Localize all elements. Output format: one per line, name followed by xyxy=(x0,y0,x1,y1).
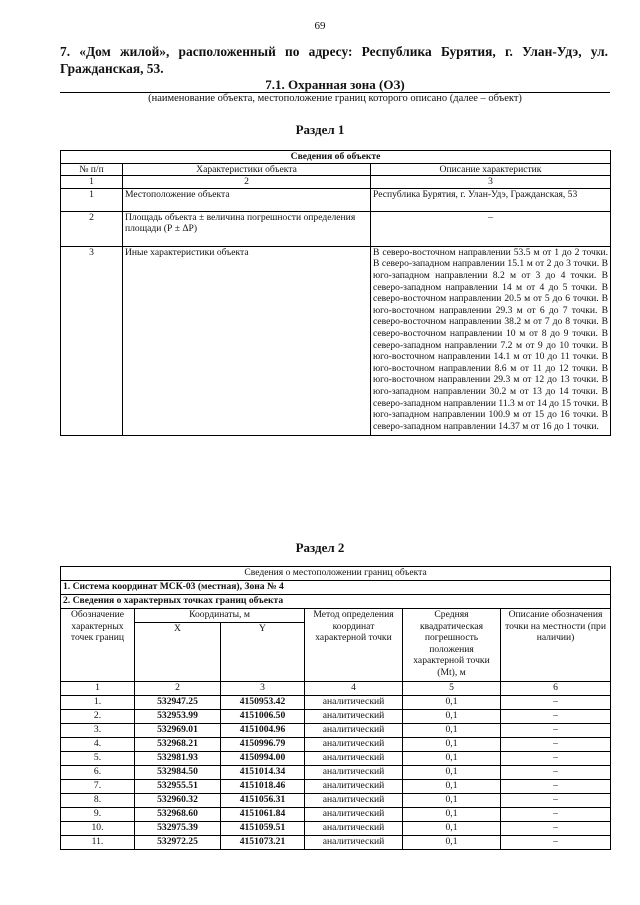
coord-y: 4151061.84 xyxy=(221,808,305,822)
row-characteristic: Местоположение объекта xyxy=(123,188,371,211)
row-characteristic: Иные характеристики объекта xyxy=(123,246,371,436)
coord-y: 4151018.46 xyxy=(221,780,305,794)
section2-title: Раздел 2 xyxy=(295,540,345,555)
error-value: 0,1 xyxy=(403,822,501,836)
col-header-num: № п/п xyxy=(61,163,123,176)
row-number: 1 xyxy=(61,188,123,211)
col-header-description: Описание характеристик xyxy=(371,163,611,176)
zone-heading: 7.1. Охранная зона (ОЗ) xyxy=(265,77,405,92)
mark-value: – xyxy=(501,766,611,780)
coord-y: 4150996.79 xyxy=(221,738,305,752)
point-label: 2. xyxy=(61,710,135,724)
error-value: 0,1 xyxy=(403,738,501,752)
row-description: Республика Бурятия, г. Улан-Удэ, Гражданская, 53 xyxy=(371,188,611,211)
point-label: 9. xyxy=(61,808,135,822)
table-row xyxy=(61,724,611,738)
coord-y: 4151004.96 xyxy=(221,724,305,738)
method-value: аналитический xyxy=(305,738,403,752)
col-header-x: X xyxy=(135,623,221,682)
index-cell: 2 xyxy=(123,176,371,189)
coord-y: 4151056.31 xyxy=(221,794,305,808)
points-subtitle: 2. Сведения о характерных точках границ объекта xyxy=(61,595,611,609)
point-label: 5. xyxy=(61,752,135,766)
index-cell: 1 xyxy=(61,176,123,189)
coord-x: 532955.51 xyxy=(135,780,221,794)
method-value: аналитический xyxy=(305,794,403,808)
table-row xyxy=(61,752,611,766)
index-cell: 3 xyxy=(221,682,305,696)
col-header-method: Метод определения координат характерной точки xyxy=(305,609,403,682)
table-row xyxy=(61,188,611,211)
mark-value: – xyxy=(501,794,611,808)
error-value: 0,1 xyxy=(403,752,501,766)
coord-x: 532972.25 xyxy=(135,836,221,850)
mark-value: – xyxy=(501,752,611,766)
section1-title: Раздел 1 xyxy=(295,122,345,137)
points-table-title: Сведения о местоположении границ объекта xyxy=(61,567,611,581)
index-cell: 5 xyxy=(403,682,501,696)
table-row xyxy=(61,794,611,808)
error-value: 0,1 xyxy=(403,766,501,780)
mark-value: – xyxy=(501,710,611,724)
page-number: 69 xyxy=(314,20,326,32)
col-header-point: Обозначение характерных точек границ xyxy=(61,609,135,682)
col-header-error: Средняя квадратическая погрешность положения характерной точки (Mt), м xyxy=(403,609,501,682)
table-row xyxy=(61,836,611,850)
error-value: 0,1 xyxy=(403,836,501,850)
coord-x: 532953.99 xyxy=(135,710,221,724)
object-title-line2: Гражданская, 53. xyxy=(60,61,164,76)
coord-y: 4151014.34 xyxy=(221,766,305,780)
coord-y: 4151059.51 xyxy=(221,822,305,836)
coord-y: 4151073.21 xyxy=(221,836,305,850)
table-row xyxy=(61,696,611,710)
error-value: 0,1 xyxy=(403,780,501,794)
mark-value: – xyxy=(501,738,611,752)
object-title-line1: 7. «Дом жилой», расположенный по адресу: Республика Бурятия, г. Улан-Удэ, ул. xyxy=(60,44,608,59)
table-row xyxy=(61,808,611,822)
coord-x: 532975.39 xyxy=(135,822,221,836)
row-description: В северо-восточном направлении 53.5 м от 1 до 2 точки. В северо-западном направлении 15.1 м от 2 до 3 точки. В юго-западном направлении 8.2 м от 3 до 4 точки. В северо-западном направлении 14 м от 4 до 5 точки. В северо-восточном направлении 20.5 м от 5 до 6 точки. В юго-восточном направлении 29.3 м от 6 до 7 точки. В северо-восточном направлении 38.2 м от 7 до 8 точки. В северо-восточном направлении 10 м от 8 до 9 точки. В северо-западном направлении 7.2 м от 9 до 10 точки. В юго-восточном направлении 14.1 м от 10 до 11 точки. В юго-восточном направлении 8.6 м от 11 до 12 точки. В юго-восточном направлении 29.3 м от 12 до 13 точки. В юго-западном направлении 30.2 м от 13 до 14 точки. В северо-западном направлении 11.3 м от 14 до 15 точки. В юго-западном направлении 100.9 м от 15 до 16 точки. В северо-западном направлении 14.37 м от 16 до 1 точки. xyxy=(371,246,611,436)
error-value: 0,1 xyxy=(403,696,501,710)
point-label: 7. xyxy=(61,780,135,794)
mark-value: – xyxy=(501,822,611,836)
table-row xyxy=(61,780,611,794)
zone-note: (наименование объекта, местоположение границ которого описано (далее – объект) xyxy=(148,93,522,104)
table-row xyxy=(61,766,611,780)
coord-x: 532984.50 xyxy=(135,766,221,780)
coord-x: 532968.60 xyxy=(135,808,221,822)
index-cell: 4 xyxy=(305,682,403,696)
col-header-characteristic: Характеристики объекта xyxy=(123,163,371,176)
table-row xyxy=(61,211,611,246)
error-value: 0,1 xyxy=(403,808,501,822)
row-characteristic: Площадь объекта ± величина погрешности определения площади (Р ± ΔР) xyxy=(123,211,371,246)
point-label: 6. xyxy=(61,766,135,780)
index-cell: 6 xyxy=(501,682,611,696)
table-row xyxy=(61,710,611,724)
coordinate-system: 1. Система координат МСК-03 (местная), Зона № 4 xyxy=(61,581,611,595)
method-value: аналитический xyxy=(305,836,403,850)
method-value: аналитический xyxy=(305,808,403,822)
coord-x: 532947.25 xyxy=(135,696,221,710)
mark-value: – xyxy=(501,724,611,738)
coord-y: 4151006.50 xyxy=(221,710,305,724)
table-row xyxy=(61,738,611,752)
table-row xyxy=(61,822,611,836)
row-number: 2 xyxy=(61,211,123,246)
object-info-table xyxy=(60,150,611,436)
point-label: 10. xyxy=(61,822,135,836)
error-value: 0,1 xyxy=(403,710,501,724)
col-header-mark: Описание обозначения точки на местности (при наличии) xyxy=(501,609,611,682)
method-value: аналитический xyxy=(305,710,403,724)
row-description: – xyxy=(371,211,611,246)
mark-value: – xyxy=(501,780,611,794)
row-number: 3 xyxy=(61,246,123,436)
coord-x: 532969.01 xyxy=(135,724,221,738)
method-value: аналитический xyxy=(305,724,403,738)
method-value: аналитический xyxy=(305,696,403,710)
col-header-y: Y xyxy=(221,623,305,682)
point-label: 4. xyxy=(61,738,135,752)
point-label: 1. xyxy=(61,696,135,710)
method-value: аналитический xyxy=(305,822,403,836)
coord-x: 532968.21 xyxy=(135,738,221,752)
index-cell: 1 xyxy=(61,682,135,696)
method-value: аналитический xyxy=(305,766,403,780)
coord-y: 4150953.42 xyxy=(221,696,305,710)
col-header-coords: Координаты, м xyxy=(135,609,305,623)
mark-value: – xyxy=(501,696,611,710)
point-label: 3. xyxy=(61,724,135,738)
method-value: аналитический xyxy=(305,752,403,766)
coord-x: 532981.93 xyxy=(135,752,221,766)
table-row xyxy=(61,246,611,436)
error-value: 0,1 xyxy=(403,794,501,808)
mark-value: – xyxy=(501,808,611,822)
object-info-table-title: Сведения об объекте xyxy=(61,151,611,164)
points-body xyxy=(61,696,611,850)
point-label: 8. xyxy=(61,794,135,808)
mark-value: – xyxy=(501,836,611,850)
coord-y: 4150994.00 xyxy=(221,752,305,766)
error-value: 0,1 xyxy=(403,724,501,738)
coord-x: 532960.32 xyxy=(135,794,221,808)
method-value: аналитический xyxy=(305,780,403,794)
index-cell: 2 xyxy=(135,682,221,696)
index-cell: 3 xyxy=(371,176,611,189)
point-label: 11. xyxy=(61,836,135,850)
boundary-points-table xyxy=(60,566,611,850)
